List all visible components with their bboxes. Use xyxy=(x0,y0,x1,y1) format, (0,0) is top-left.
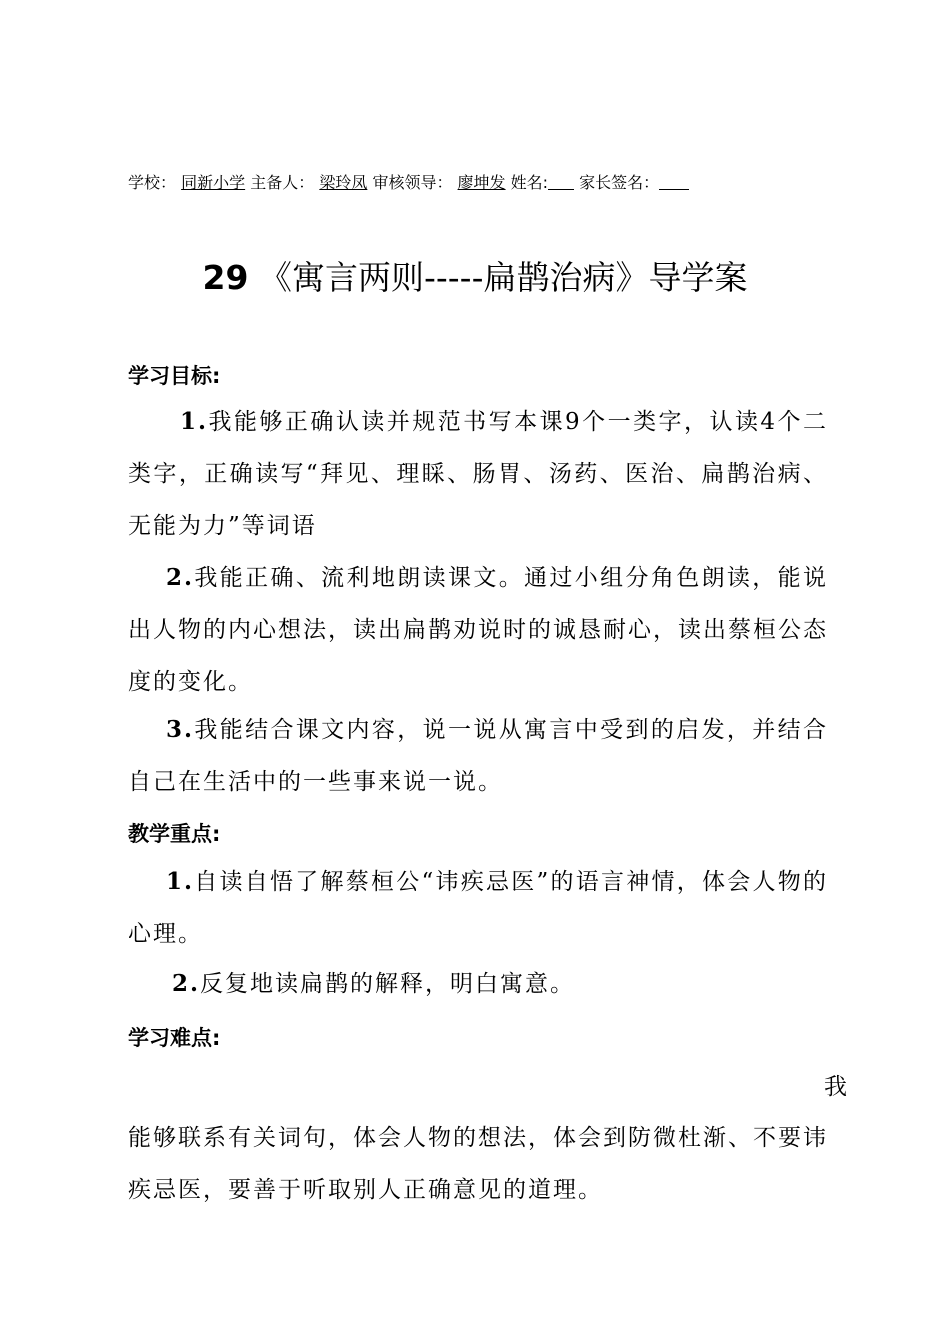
parent-sign-label: 家长签名： xyxy=(579,173,660,192)
name-blank xyxy=(548,175,574,190)
header-info-line xyxy=(128,170,689,193)
focus-2-text: 反复地读扁鹊的解释，明白寓意。 xyxy=(200,971,576,997)
goal-3-text: 我能结合课文内容，说一说从寓言中受到的启发，并结合自己在生活中的一些事来说一说。 xyxy=(128,717,828,795)
focus-2-number: 2. xyxy=(172,970,201,997)
focus-1-text: 自读自悟了解蔡桓公“讳疾忌医”的语言神情，体会人物的心理。 xyxy=(128,869,828,947)
goal-2-text: 我能正确、流利地朗读课文。通过小组分角色朗读，能说出人物的内心想法，读出扁鹊劝说时的诚恳耐心，读出蔡桓公态度的变化。 xyxy=(128,565,828,695)
parent-sign-blank xyxy=(659,175,689,190)
title-number: 29 xyxy=(202,258,249,297)
difficulty-text: 能够联系有关词句，体会人物的想法，体会到防微杜渐、不要讳疾忌医，要善于听取别人正确意见的道理。 xyxy=(128,1125,828,1203)
focus-2 xyxy=(128,958,828,1010)
goal-2 xyxy=(128,552,828,708)
school-value: 同新小学 xyxy=(181,173,246,192)
goal-3 xyxy=(128,704,828,808)
goal-1-number: 1. xyxy=(180,408,209,435)
title-text: 《寓言两则-----扁鹊治病》导学案 xyxy=(258,258,748,297)
focus-1-number: 1. xyxy=(166,868,195,895)
goal-1-text: 我能够正确认读并规范书写本课9个一类字，认读4个二类字，正确读写“拜见、理睬、肠胃、汤药、医治、扁鹊治病、无能为力”等词语 xyxy=(128,409,828,539)
goals-heading: 学习目标: xyxy=(128,364,221,388)
focus-1 xyxy=(128,856,828,960)
focus-heading: 教学重点: xyxy=(128,822,221,846)
school-label: 学校： xyxy=(128,173,177,192)
goal-3-number: 3. xyxy=(166,716,195,743)
name-label: 姓名: xyxy=(510,173,549,192)
preparer-value: 梁玲凤 xyxy=(319,173,368,192)
goal-1 xyxy=(128,396,828,552)
goal-2-number: 2. xyxy=(166,564,195,591)
reviewer-label: 审核领导： xyxy=(372,173,453,192)
preparer-label: 主备人： xyxy=(250,173,315,192)
difficulty-first-char: 我 xyxy=(824,1074,847,1100)
difficulty-heading: 学习难点: xyxy=(128,1026,221,1050)
page-title xyxy=(0,252,950,299)
reviewer-value: 廖坤发 xyxy=(457,173,506,192)
